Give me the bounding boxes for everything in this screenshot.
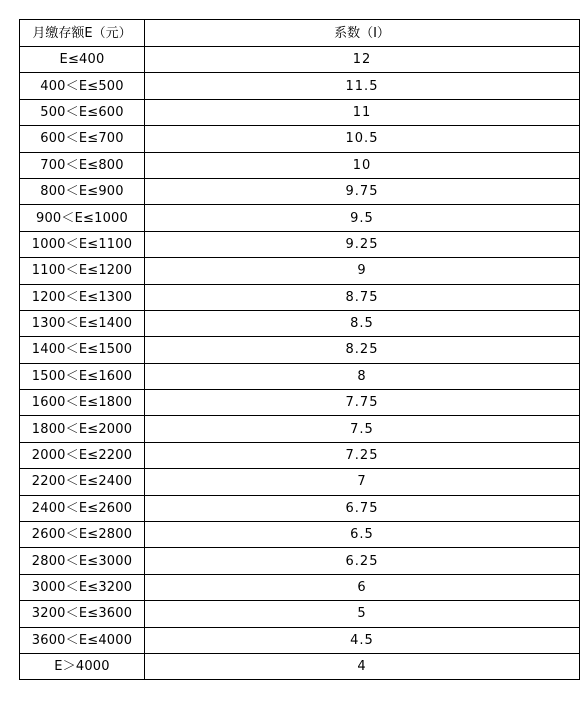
coefficient-cell: 7.75 (145, 390, 580, 416)
table-row (20, 416, 580, 442)
deposit-range-cell: 2000＜E≤2200 (20, 442, 145, 468)
coefficient-cell: 10.5 (145, 126, 580, 152)
coefficient-cell: 12 (145, 47, 580, 73)
table-row (20, 205, 580, 231)
deposit-range-cell: 1000＜E≤1100 (20, 231, 145, 257)
coefficient-cell: 6.75 (145, 495, 580, 521)
deposit-range-cell: 2800＜E≤3000 (20, 548, 145, 574)
deposit-range-cell: 2200＜E≤2400 (20, 469, 145, 495)
deposit-range-cell: 1100＜E≤1200 (20, 258, 145, 284)
coefficient-table (19, 19, 580, 680)
deposit-range-cell: 3600＜E≤4000 (20, 627, 145, 653)
table-row (20, 73, 580, 99)
deposit-range-cell: 900＜E≤1000 (20, 205, 145, 231)
deposit-range-cell: 800＜E≤900 (20, 178, 145, 204)
deposit-range-cell: 1800＜E≤2000 (20, 416, 145, 442)
table-row (20, 548, 580, 574)
coefficient-cell: 7.25 (145, 442, 580, 468)
coefficient-cell: 9 (145, 258, 580, 284)
deposit-range-cell: 1400＜E≤1500 (20, 337, 145, 363)
deposit-range-cell: 3000＜E≤3200 (20, 574, 145, 600)
coefficient-cell: 5 (145, 601, 580, 627)
table-row (20, 258, 580, 284)
coefficient-cell: 7 (145, 469, 580, 495)
table-row (20, 574, 580, 600)
deposit-range-cell: 500＜E≤600 (20, 99, 145, 125)
header-coefficient: 系数（I） (145, 20, 580, 47)
table-row (20, 469, 580, 495)
deposit-range-cell: E＞4000 (20, 653, 145, 679)
table-row (20, 390, 580, 416)
coefficient-cell: 7.5 (145, 416, 580, 442)
table-body (20, 47, 580, 680)
coefficient-cell: 9.5 (145, 205, 580, 231)
table-row (20, 47, 580, 73)
coefficient-cell: 9.25 (145, 231, 580, 257)
deposit-range-cell: 2600＜E≤2800 (20, 522, 145, 548)
table-row (20, 627, 580, 653)
coefficient-cell: 11 (145, 99, 580, 125)
table-row (20, 152, 580, 178)
coefficient-cell: 8.5 (145, 310, 580, 336)
table-row (20, 231, 580, 257)
coefficient-cell: 8.25 (145, 337, 580, 363)
coefficient-cell: 4.5 (145, 627, 580, 653)
deposit-range-cell: 2400＜E≤2600 (20, 495, 145, 521)
coefficient-cell: 9.75 (145, 178, 580, 204)
table-row (20, 495, 580, 521)
coefficient-cell: 6 (145, 574, 580, 600)
coefficient-cell: 11.5 (145, 73, 580, 99)
coefficient-cell: 6.25 (145, 548, 580, 574)
coefficient-cell: 10 (145, 152, 580, 178)
coefficient-cell: 6.5 (145, 522, 580, 548)
table-row (20, 601, 580, 627)
deposit-range-cell: 1600＜E≤1800 (20, 390, 145, 416)
table-row (20, 126, 580, 152)
deposit-range-cell: 1200＜E≤1300 (20, 284, 145, 310)
deposit-range-cell: 1300＜E≤1400 (20, 310, 145, 336)
deposit-range-cell: 3200＜E≤3600 (20, 601, 145, 627)
table-row (20, 284, 580, 310)
deposit-range-cell: 1500＜E≤1600 (20, 363, 145, 389)
table-row (20, 99, 580, 125)
deposit-range-cell: 400＜E≤500 (20, 73, 145, 99)
deposit-range-cell: E≤400 (20, 47, 145, 73)
table-row (20, 178, 580, 204)
table-header-row (20, 20, 580, 47)
table-row (20, 442, 580, 468)
table-row (20, 522, 580, 548)
coefficient-cell: 4 (145, 653, 580, 679)
header-monthly-deposit: 月缴存额E（元） (20, 20, 145, 47)
table-row (20, 337, 580, 363)
deposit-range-cell: 700＜E≤800 (20, 152, 145, 178)
deposit-range-cell: 600＜E≤700 (20, 126, 145, 152)
coefficient-cell: 8.75 (145, 284, 580, 310)
coefficient-cell: 8 (145, 363, 580, 389)
table-row (20, 363, 580, 389)
table-row (20, 310, 580, 336)
table-row (20, 653, 580, 679)
coefficient-table-container (19, 19, 579, 680)
